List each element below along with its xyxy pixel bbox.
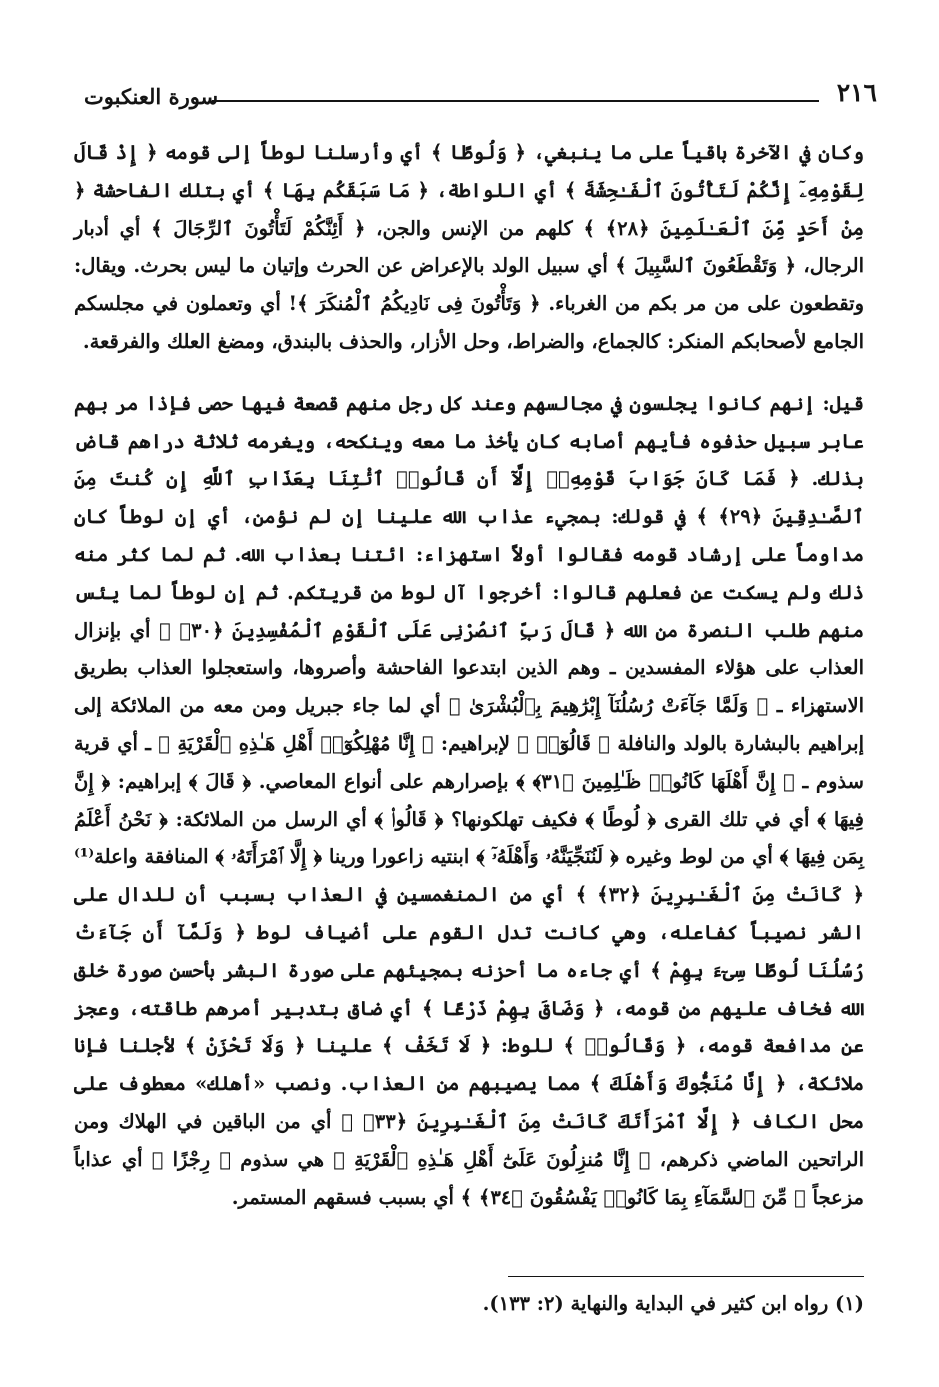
paragraph: وكان في الآخرة باقياً على ما ينبغي، ﴿ وَلُوطًا ﴾ أي وأرسلنا لوطاً إلى قومه ﴿ إِذْ قَالَ لِقَوْمِهِۦٓ إِنَّكُمْ لَتَأْتُونَ ٱلْفَـٰحِشَةَ ﴾ أي اللواطة، ﴿ مَا سَبَقَكُم بِهَا ﴾ أي بتلك الفاحشة ﴿ مِنْ أَحَدٍ مِّنَ ٱلْعَـٰلَمِينَ ﴿٢٨﴾ ﴾ كلهم من الإنس والجن، ﴿ أَئِنَّكُمْ لَتَأْتُونَ ٱلرِّجَالَ ﴾ أي أدبار الرجال، ﴿ وَتَقْطَعُونَ ٱلسَّبِيلَ ﴾ أي سبيل الولد بالإعراض عن الحرث وإتيان ما ليس بحرث. ويقال: وتقطعون على من مر بكم من الغرباء. ﴿ وَتَأْتُونَ فِى نَادِيكُمُ ٱلْمُنكَرَ ﴾! أي وتعملون في مجلسكم الجامع لأصحابكم المنكر: كالجماع، والضراط، وحل الأزار، والحذف بالبندق، ومضغ العلك والفرقعة. <box>74 141 864 353</box>
page-number: ٢١٦ <box>836 78 877 107</box>
surah-title: سورة العنكبوت <box>84 84 219 109</box>
footnote-divider <box>508 1276 864 1277</box>
paragraph: قيل: إنهم كانوا يجلسون في مجالسهم وعند كل رجل منهم قصعة فيها حصى فإذا مر بهم عابر سبيل حذفوه فأيهم أصابه كان يأخذ ما معه وينكحه، ويغرمه ثلاثة دراهم قاض بذلك. ﴿ فَمَا كَانَ جَوَابَ قَوْمِهِۦٓ إِلَّآ أَن قَالُوا۟ ٱئْتِنَا بِعَذَابِ ٱللَّهِ إِن كُنتَ مِنَ ٱلصَّـٰدِقِينَ ﴿٢٩﴾ ﴾ في قولك: بمجيء عذاب الله علينا إن لم نؤمن، أي إن لوطاً كان مداوماً على إرشاد قومه فقالوا أولاً استهزاء: ائتنا بعذاب الله. ثم لما كثر منه ذلك ولم يسكت عن فعلهم قالوا: أخرجوا آل لوط من قريتكم. ثم إن لوطاً لما يئس منهم طلب النصرة من الله ﴿ قَالَ رَبِّ ٱنصُرْنِى عَلَى ٱلْقَوْمِ ٱلْمُفْسِدِينَ ﴿٣٠﴾ ﴾ أي بإنزال العذاب على هؤلاء المفسدين ـ وهم الذين ابتدعوا الفاحشة وأصروها، واستعجلوا العذاب بطريق الاستهزاء ـ ﴿ وَلَمَّا جَآءَتْ رُسُلُنَآ إِبْرَٰهِيمَ بِٱلْبُشْرَىٰ ﴾ أي لما جاء جبريل ومن معه من الملائكة إلى إبراهيم بالبشارة بالولد والنافلة ﴿ قَالُوٓا۟ ﴾ لإبراهيم: ﴿ إِنَّا مُهْلِكُوٓا۟ أَهْلِ هَـٰذِهِ ٱلْقَرْيَةِ ﴾ ـ أي قرية سذوم ـ ﴿ إِنَّ أَهْلَهَا كَانُوا۟ ظَـٰلِمِينَ ﴿٣١﴾ ﴾ بإصرارهم على أنواع المعاصي. ﴿ قَالَ ﴾ إبراهيم: ﴿ إِنَّ فِيهَا ﴾ أي في تلك القرى ﴿ لُوطًا ﴾ فكيف تهلكونها؟ ﴿ قَالُوا۟ ﴾ أي الرسل من الملائكة: ﴿ نَحْنُ أَعْلَمُ بِمَن فِيهَا ﴾ أي من لوط وغيره ﴿ لَنُنَجِّيَنَّهُۥ وَأَهْلَهُۥٓ ﴾ ابنتيه زاعورا ورينا ﴿ إِلَّا ٱمْرَأَتَهُۥ ﴾ المنافقة واعلة⁽¹⁾ ﴿ كَانَتْ مِنَ ٱلْغَـٰبِرِينَ ﴿٣٢﴾ ﴾ أي من المنغمسين في العذاب بسبب أن للدال على الشر نصيباً كفاعله، وهي كانت تدل القوم على أضياف لوط ﴿ وَلَمَّآ أَن جَآءَتْ رُسُلُنَا لُوطًا سِىٓءَ بِهِمْ ﴾ أي جاءه ما أحزنه بمجيئهم على صورة البشر بأحسن صورة خلق الله فخاف عليهم من قومه، ﴿ وَضَاقَ بِهِمْ ذَرْعًا ﴾ أي ضاق بتدبير أمرهم طاقته، وعجز عن مدافعة قومه، ﴿ وَقَالُوا۟ ﴾ للوط: ﴿ لَا تَخَفْ ﴾ علينا ﴿ وَلَا تَحْزَنْ ﴾ لأجلنا فإنا ملائكة، ﴿ إِنَّا مُنَجُّوكَ وَأَهْلَكَ ﴾ مما يصيبهم من العذاب. ونصب «أهلك» معطوف على محل الكاف ﴿ إِلَّا ٱمْرَأَتَكَ كَانَتْ مِنَ ٱلْغَـٰبِرِينَ ﴿٣٣﴾ ﴾ أي من الباقين في الهلاك ومن الراتحين الماضي ذكرهم، ﴿ إِنَّا مُنزِلُونَ عَلَىٰٓ أَهْلِ هَـٰذِهِ ٱلْقَرْيَةِ ﴾ هي سذوم ﴿ رِجْزًا ﴾ أي عذاباً مزعجاً ﴿ مِّنَ ٱلسَّمَآءِ بِمَا كَانُوا۟ يَفْسُقُونَ ﴿٣٤﴾ ﴾ أي بسبب فسقهم المستمر. <box>74 391 865 1209</box>
body-text <box>74 134 864 1216</box>
header-rule <box>212 100 819 102</box>
page-header <box>84 78 877 118</box>
footnote: (١) رواه ابن كثير في البداية والنهاية (٢: ١٣٣). <box>482 1292 864 1315</box>
